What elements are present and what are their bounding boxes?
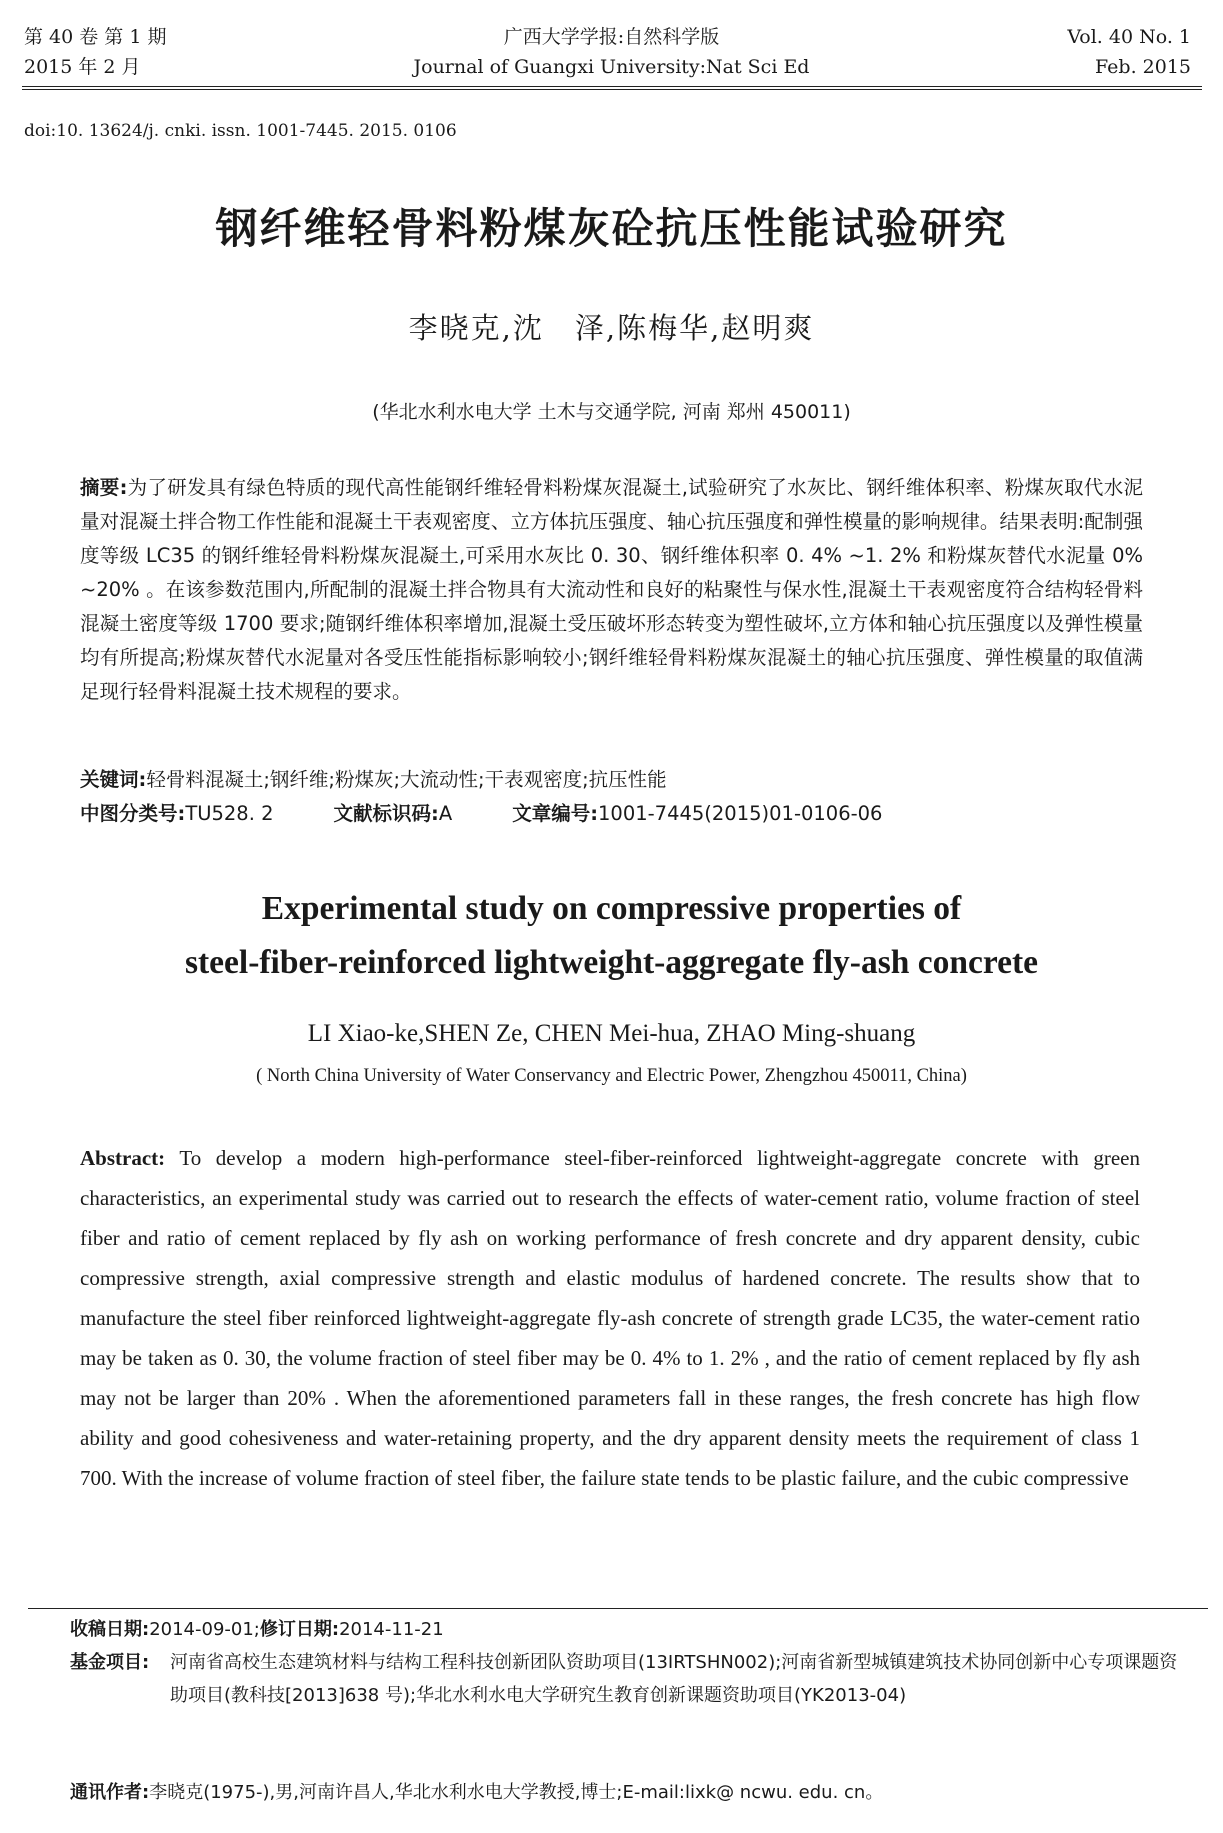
- issue-date: 2015 年 2 月: [24, 56, 141, 78]
- abstract-en: [80, 1138, 1140, 1498]
- abstract-cn-label: 摘要:: [80, 476, 128, 499]
- journal-issue-info-en: [1067, 22, 1191, 82]
- clc-label: 中图分类号:: [80, 802, 186, 825]
- doc-code-value: A: [438, 802, 453, 825]
- header-rule-thin: [22, 89, 1202, 90]
- fund-text: 河南省高校生态建筑材料与结构工程科技创新团队资助项目(13IRTSHN002);河南省新型城镇建筑技术协同创新中心专项课题资助项目(教科技[2013]638 号);华北水利水电大学研究生教育创新课题资助项目(YK2013-04): [170, 1652, 1178, 1706]
- revised-label: 修订日期:: [259, 1619, 340, 1640]
- received-value: 2014-09-01;: [149, 1619, 260, 1640]
- doi: doi:10. 13624/j. cnki. issn. 1001-7445. 2015. 0106: [24, 121, 457, 141]
- fund-label: 基金项目:: [70, 1652, 150, 1673]
- header-rule: [22, 86, 1202, 87]
- volume-issue: 第 40 卷 第 1 期: [24, 26, 167, 48]
- journal-name: [0, 22, 1223, 82]
- doc-code-label: 文献标识码:: [333, 802, 439, 825]
- received-date: [70, 1613, 444, 1646]
- volume-issue-en: Vol. 40 No. 1: [1067, 26, 1191, 48]
- keywords-cn: [80, 763, 1143, 797]
- abstract-cn-text: 为了研发具有绿色特质的现代高性能钢纤维轻骨料粉煤灰混凝土,试验研究了水灰比、钢纤维体积率、粉煤灰取代水泥量对混凝土拌合物工作性能和混凝土干表观密度、立方体抗压强度、轴心抗压强度和弹性模量的影响规律。结果表明:配制强度等级 LC35 的钢纤维轻骨料粉煤灰混凝土,可采用水灰比 0. 30、钢纤维体积率 0. 4% ~1. 2% 和粉煤灰替代水泥量 0% ~20% 。在该参数范围内,所配制的混凝土拌合物具有大流动性和良好的粘聚性与保水性,混凝土干表观密度符合结构轻骨料混凝土密度等级 1700 要求;随钢纤维体积率增加,混凝土受压破坏形态转变为塑性破坏,立方体和轴心抗压强度以及弹性模量均有所提高;粉煤灰替代水泥量对各受压性能指标影响较小;钢纤维轻骨料粉煤灰混凝土的轴心抗压强度、弹性模量的取值满足现行轻骨料混凝土技术规程的要求。: [80, 476, 1143, 703]
- classification-info: [80, 797, 1143, 831]
- paper-title-cn: 钢纤维轻骨料粉煤灰砼抗压性能试验研究: [215, 204, 1008, 253]
- authors-en: LI Xiao-ke,SHEN Ze, CHEN Mei-hua, ZHAO Ming-shuang: [307, 1020, 916, 1047]
- abstract-en-label: Abstract:: [80, 1146, 166, 1170]
- article-no-value: 1001-7445(2015)01-0106-06: [598, 802, 883, 825]
- paper-title-en: [0, 882, 1223, 990]
- journal-name-en: Journal of Guangxi University:Nat Sci Ed: [413, 56, 810, 78]
- received-label: 收稿日期:: [70, 1619, 150, 1640]
- keywords-cn-label: 关键词:: [80, 768, 147, 791]
- abstract-en-text: To develop a modern high-performance steel-fiber-reinforced lightweight-aggregate concrete with green characteristics, an experimental study was carried out to research the effects of water-cement ratio, volume fraction of steel fiber and ratio of cement replaced by fly ash on working performance of fresh concrete and dry apparent density, cubic compressive strength, axial compressive strength and elastic modulus of hardened concrete. The results show that to manufacture the steel fiber reinforced lightweight-aggregate fly-ash concrete of strength grade LC35, the water-cement ratio may be taken as 0. 30, the volume fraction of steel fiber may be 0. 4% to 1. 2% , and the ratio of cement replaced by fly ash may not be larger than 20% . When the aforementioned parameters fall in these ranges, the fresh concrete has high flow ability and good cohesiveness and water-retaining property, and the dry apparent density meets the requirement of class 1 700. With the increase of volume fraction of steel fiber, the failure state tends to be plastic failure, and the cubic compressive: [80, 1146, 1140, 1490]
- corr-text: 李晓克(1975-),男,河南许昌人,华北水利水电大学教授,博士;E-mail:lixk@ ncwu. edu. cn。: [149, 1782, 884, 1803]
- paper-title-en-line2: steel-fiber-reinforced lightweight-aggregate fly-ash concrete: [184, 944, 1039, 981]
- corr-label: 通讯作者:: [70, 1782, 150, 1803]
- revised-value: 2014-11-21: [339, 1619, 444, 1640]
- footnote-rule: [28, 1608, 1208, 1609]
- journal-name-cn: 广西大学学报:自然科学版: [503, 26, 720, 48]
- keywords-cn-text: 轻骨料混凝土;钢纤维;粉煤灰;大流动性;干表观密度;抗压性能: [146, 768, 667, 791]
- affiliation-en: ( North China University of Water Conservancy and Electric Power, Zhengzhou 450011, China): [256, 1066, 967, 1086]
- paper-title-en-line1: Experimental study on compressive properties of: [261, 890, 962, 927]
- affiliation-cn: (华北水利水电大学 土木与交通学院, 河南 郑州 450011): [372, 401, 851, 423]
- clc-value: TU528. 2: [185, 802, 274, 825]
- issue-date-en: Feb. 2015: [1095, 56, 1191, 78]
- authors-cn: 李晓克,沈 泽,陈梅华,赵明爽: [408, 311, 815, 345]
- article-no-label: 文章编号:: [512, 802, 598, 825]
- corresponding-author: [70, 1776, 883, 1809]
- funding-info: [70, 1646, 1195, 1712]
- abstract-cn: [80, 471, 1143, 709]
